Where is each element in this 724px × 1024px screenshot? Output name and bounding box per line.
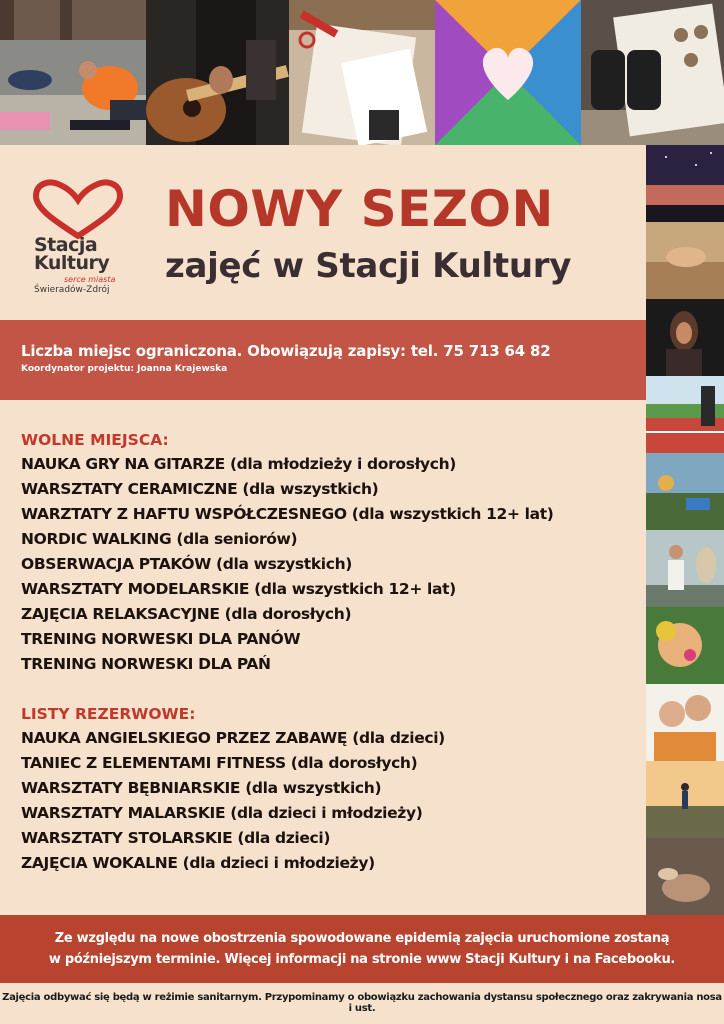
side-photo-strip [646, 145, 724, 915]
list-item: NAUKA GRY NA GITARZE (dla młodzieży i dorosłych) [21, 455, 456, 473]
list-item: ZAJĘCIA WOKALNE (dla dzieci i młodzieży) [21, 854, 375, 872]
pottery-photo [646, 838, 724, 915]
list-item: WARZTATY Z HAFTU WSPÓŁCZESNEGO (dla wszystkich 12+ lat) [21, 505, 554, 523]
toys-photo [646, 453, 724, 530]
free-places-section [21, 428, 554, 677]
footer-line-1: Ze względu na nowe obostrzenia spowodowane epidemią zajęcia uruchomione zostaną [54, 931, 670, 946]
night-sky-photo [646, 145, 724, 222]
free-places-heading: WOLNE MIEJSCA: [21, 431, 169, 449]
logo-line-1: Stacja [34, 234, 98, 256]
list-item: WARSZTATY CERAMICZNE (dla wszystkich) [21, 480, 379, 498]
page-subtitle: zajęć w Stacji Kultury [165, 246, 572, 286]
logo-line-2: Kultury [34, 252, 110, 274]
embroidery-threads-heart-photo [435, 0, 581, 145]
reserve-lists-section [21, 702, 445, 876]
list-item: NORDIC WALKING (dla seniorów) [21, 530, 298, 548]
list-item: WARSZTATY STOLARSKIE (dla dzieci) [21, 829, 331, 847]
list-item: TRENING NORWESKI DLA PANÓW [21, 630, 301, 648]
stacja-kultury-logo [28, 178, 138, 298]
senior-couple-photo [646, 684, 724, 761]
list-item: ZAJĘCIA RELAKSACYJNE (dla dorosłych) [21, 605, 352, 623]
running-track-photo [646, 376, 724, 453]
wood-carving-photo [646, 222, 724, 299]
yoga-class-photo [0, 0, 146, 145]
logo-line-4: Świeradów-Zdrój [34, 285, 110, 295]
list-item: OBSERWACJA PTAKÓW (dla wszystkich) [21, 555, 352, 573]
list-item: WARSZTATY BĘBNIARSKIE (dla wszystkich) [21, 779, 382, 797]
page-title: NOWY SEZON [165, 180, 554, 238]
list-item: TANIEC Z ELEMENTAMI FITNESS (dla dorosłych) [21, 754, 418, 772]
paper-crafts-photo [289, 0, 435, 145]
binoculars-bird-book-photo [581, 0, 724, 145]
heart-logo-icon [30, 178, 126, 240]
list-item: TRENING NORWESKI DLA PAŃ [21, 655, 271, 673]
singer-photo [646, 299, 724, 376]
free-places-list [21, 452, 554, 677]
top-photo-strip [0, 0, 724, 145]
painted-child-photo [646, 607, 724, 684]
footer-banner [0, 915, 724, 983]
list-item: NAUKA ANGIELSKIEGO PRZEZ ZABAWĘ (dla dzieci) [21, 729, 445, 747]
reserve-lists-list [21, 726, 445, 876]
registration-info: Liczba miejsc ograniczona. Obowiązują zapisy: tel. 75 713 64 82 [21, 342, 551, 360]
list-item: WARSZTATY MODELARSKIE (dla wszystkich 12+ lat) [21, 580, 456, 598]
hiker-photo [646, 761, 724, 838]
footer-line-2: w późniejszym terminie. Więcej informacji na stronie www Stacji Kultury i na Facebooku. [48, 952, 676, 967]
logo-line-3: serce miasta [64, 275, 116, 284]
registration-banner [0, 320, 646, 400]
reserve-lists-heading: LISTY REZERWOWE: [21, 705, 196, 723]
list-item: WARSZTATY MALARSKIE (dla dzieci i młodzieży) [21, 804, 423, 822]
coordinator-info: Koordynator projektu: Joanna Krajewska [21, 364, 228, 374]
guitar-player-photo [146, 0, 289, 145]
drummer-photo [646, 530, 724, 607]
sanitary-note: Zajęcia odbywać się będą w reżimie sanitarnym. Przypominamy o obowiązku zachowania dystansu społecznego oraz zakrywania nosa i ust. [2, 992, 722, 1014]
